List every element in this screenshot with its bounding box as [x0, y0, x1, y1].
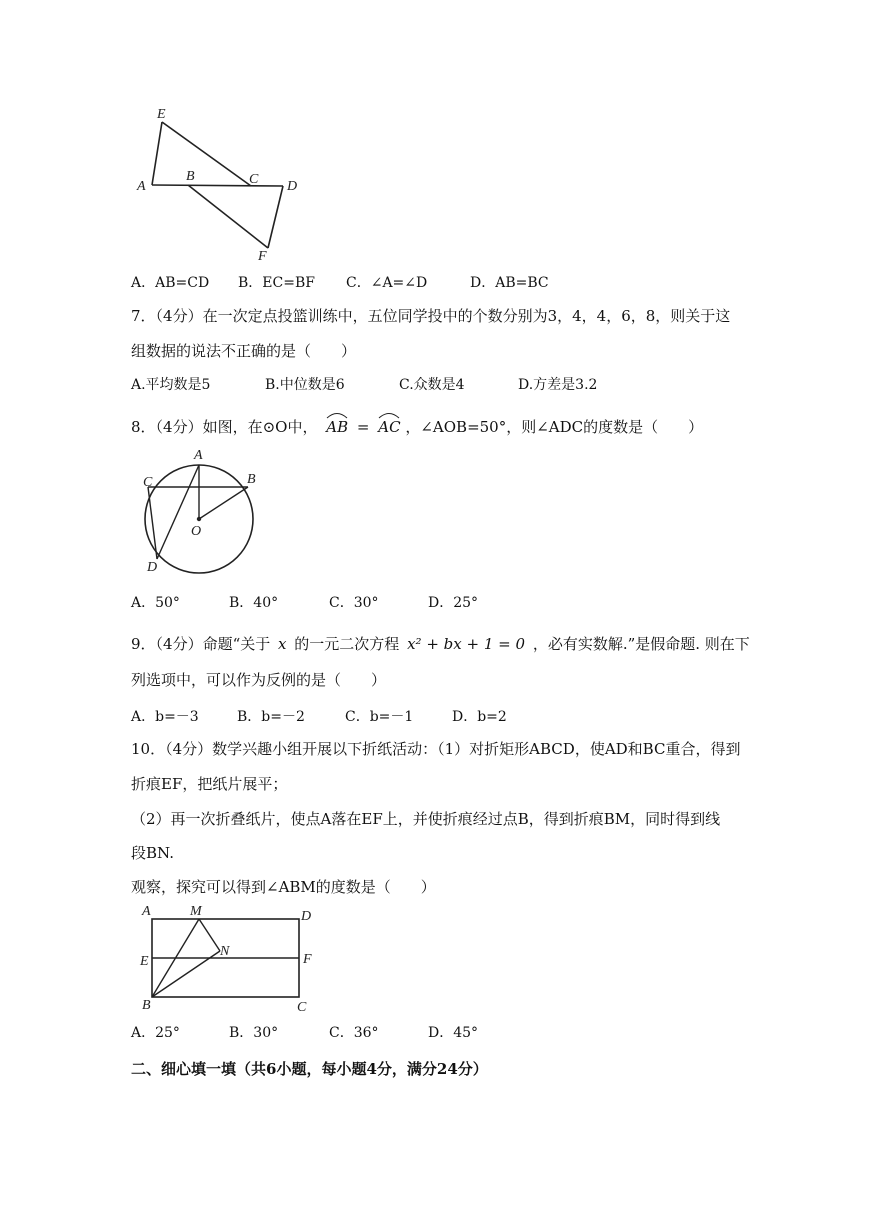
segment-mn	[199, 919, 220, 951]
figure-q8	[133, 445, 268, 580]
label-b: B	[142, 998, 151, 1013]
q9-option-b: B．b=－2	[237, 709, 305, 725]
q10-line-1: 10．（4分）数学兴趣小组开展以下折纸活动：（1）对折矩形ABCD，使AD和BC重合，得到	[131, 740, 741, 758]
segment-ob	[199, 487, 248, 519]
label-c: C	[249, 172, 259, 187]
q9-option-d: D．b=2	[452, 709, 507, 725]
q9-text-b: 的一元二次方程	[294, 635, 400, 653]
segment-ad	[152, 185, 283, 186]
q10-option-c: C．36°	[329, 1025, 379, 1041]
label-m: M	[190, 904, 202, 919]
q6-option-b: B．EC=BF	[238, 275, 315, 291]
q7-option-a: A.平均数是5	[131, 377, 211, 393]
q10-option-a: A．25°	[131, 1025, 180, 1041]
label-e: E	[157, 107, 166, 122]
q8-prefix: 8．（4分）如图，在⊙O中，	[131, 418, 318, 436]
label-f: F	[258, 249, 267, 264]
label-o: O	[191, 524, 202, 539]
label-c: C	[143, 475, 153, 490]
q6-option-d: D．AB=BC	[470, 275, 549, 291]
label-d: D	[301, 909, 312, 924]
q9-line-2: 列选项中，可以作为反例的是（ ）	[131, 671, 387, 689]
q10-option-b: B．30°	[229, 1025, 279, 1041]
center-point	[197, 517, 201, 521]
q10-option-d: D．45°	[428, 1025, 479, 1041]
q8-option-c: C．30°	[329, 595, 379, 611]
q7-line-2: 组数据的说法不正确的是（ ）	[131, 342, 357, 360]
segment-df	[268, 186, 283, 248]
q10-line-2: 折痕EF，把纸片展平；	[131, 775, 288, 793]
q8-stem	[131, 416, 703, 437]
chord-cd	[148, 487, 157, 559]
label-b: B	[247, 472, 256, 487]
label-e: E	[140, 954, 149, 969]
q9-text-c: ，必有实数解.”是假命题. 则在下	[532, 635, 750, 653]
label-a: A	[142, 904, 151, 919]
q6-option-a: A．AB=CD	[131, 275, 210, 291]
q8-option-b: B．40°	[229, 595, 279, 611]
segment-ae	[152, 122, 162, 185]
segment-bf	[188, 185, 268, 248]
q6-option-c: C．∠A=∠D	[346, 275, 428, 291]
q9-var-x: x	[278, 635, 287, 653]
q7-line-1: 7．（4分）在一次定点投篮训练中，五位同学投中的个数分别为3，4，4，6，8，则关于这	[131, 307, 731, 325]
section-2-title: 二、细心填一填（共6小题，每小题4分，满分24分）	[131, 1060, 488, 1078]
q9-line-1	[131, 633, 750, 654]
q8-suffix: ，∠AOB=50°，则∠ADC的度数是（ ）	[405, 418, 704, 436]
q7-option-b: B.中位数是6	[265, 377, 345, 393]
label-d: D	[287, 179, 298, 194]
q10-line-3: （2）再一次折叠纸片，使点A落在EF上，并使折痕经过点B，得到折痕BM，同时得到线	[131, 810, 721, 828]
label-n: N	[220, 944, 230, 959]
label-f: F	[303, 952, 312, 967]
figure-q6	[128, 100, 318, 265]
q10-line-4: 段BN.	[131, 844, 174, 862]
q9-equation: x² + bx + 1 = 0	[407, 635, 526, 653]
label-a: A	[194, 448, 203, 463]
label-a: A	[137, 179, 146, 194]
figure-q10	[133, 903, 323, 1015]
q7-option-c: C.众数是4	[399, 377, 465, 393]
q8-option-d: D．25°	[428, 595, 479, 611]
q9-option-c: C．b=－1	[345, 709, 414, 725]
label-b: B	[186, 169, 195, 184]
q9-text-a: 9．（4分）命题“关于	[131, 635, 271, 653]
q9-option-a: A．b=－3	[131, 709, 199, 725]
q8-equals: =	[356, 418, 370, 436]
q8-option-a: A．50°	[131, 595, 180, 611]
q8-arc-ac: AC	[378, 418, 400, 436]
q7-option-d: D.方差是3.2	[518, 377, 598, 393]
segment-ec	[162, 122, 251, 186]
label-d: D	[147, 560, 158, 575]
label-c: C	[297, 1000, 307, 1015]
q8-arc-ab: AB	[326, 418, 348, 436]
q10-line-5: 观察，探究可以得到∠ABM的度数是（ ）	[131, 878, 436, 896]
